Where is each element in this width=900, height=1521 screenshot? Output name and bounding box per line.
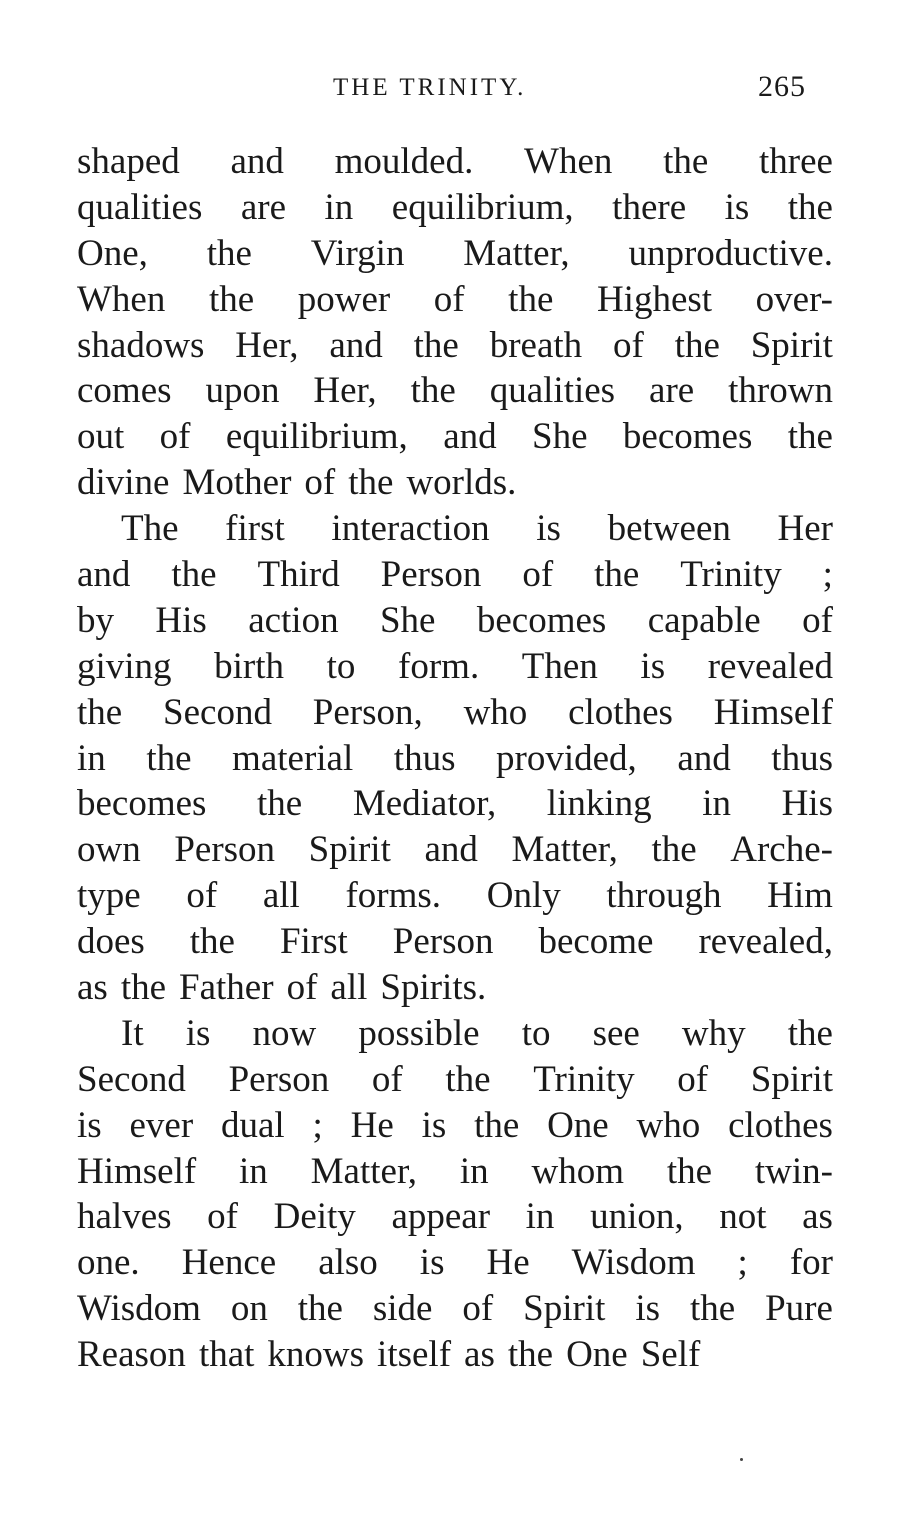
running-head bbox=[0, 70, 900, 110]
ink-speck bbox=[740, 1458, 743, 1461]
text-line: by His action She becomes capable of bbox=[77, 599, 833, 641]
page-number: 265 bbox=[758, 70, 806, 103]
text-line: comes upon Her, the qualities are thrown bbox=[77, 370, 833, 412]
text-line: Reason that knows itself as the One Self bbox=[77, 1334, 701, 1376]
running-title: THE TRINITY. bbox=[333, 74, 527, 101]
text-line: divine Mother of the worlds. bbox=[77, 462, 517, 504]
text-line: and the Third Person of the Trinity ; bbox=[77, 554, 833, 596]
text-line: It is now possible to see why the bbox=[121, 1012, 833, 1054]
text-line: out of equilibrium, and She becomes the bbox=[77, 416, 833, 458]
text-line: type of all forms. Only through Him bbox=[77, 875, 833, 917]
text-line: is ever dual ; He is the One who clothes bbox=[77, 1104, 833, 1146]
paragraph bbox=[77, 139, 833, 506]
text-line: as the Father of all Spirits. bbox=[77, 967, 487, 1009]
text-line: one. Hence also is He Wisdom ; for bbox=[77, 1242, 833, 1284]
paragraph bbox=[77, 1011, 833, 1378]
text-line: the Second Person, who clothes Himself bbox=[77, 691, 833, 733]
text-line: in the material thus provided, and thus bbox=[77, 737, 833, 779]
text-line: Wisdom on the side of Spirit is the Pure bbox=[77, 1288, 833, 1330]
text-line: One, the Virgin Matter, unproductive. bbox=[77, 232, 833, 274]
text-line: own Person Spirit and Matter, the Arche- bbox=[77, 829, 833, 871]
text-line: giving birth to form. Then is revealed bbox=[77, 645, 833, 687]
text-line: does the First Person become revealed, bbox=[77, 921, 833, 963]
text-line: shadows Her, and the breath of the Spirit bbox=[77, 324, 833, 366]
paragraph bbox=[77, 506, 833, 1011]
text-line: shaped and moulded. When the three bbox=[77, 141, 833, 182]
text-line: halves of Deity appear in union, not as bbox=[77, 1196, 833, 1238]
text-line: qualities are in equilibrium, there is the bbox=[77, 186, 833, 228]
text-line: Second Person of the Trinity of Spirit bbox=[77, 1058, 833, 1100]
text-line: The first interaction is between Her bbox=[121, 508, 833, 550]
body-text bbox=[77, 139, 833, 1378]
text-line: When the power of the Highest over- bbox=[77, 278, 833, 320]
text-line: becomes the Mediator, linking in His bbox=[77, 783, 833, 825]
text-line: Himself in Matter, in whom the twin- bbox=[77, 1150, 833, 1192]
